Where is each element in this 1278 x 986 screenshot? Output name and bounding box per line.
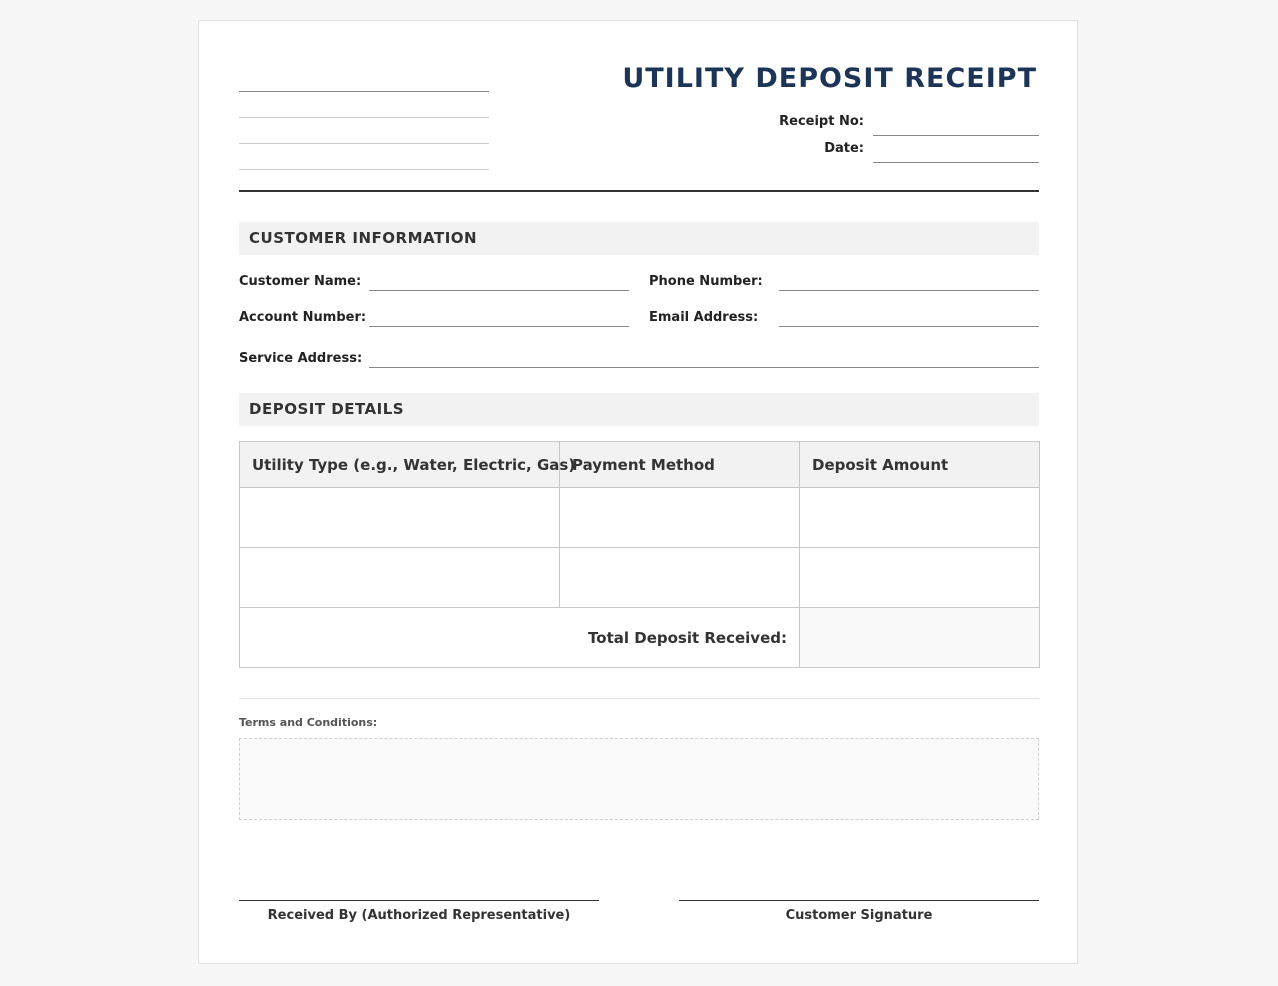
terms-divider bbox=[239, 698, 1039, 699]
customer-info-heading: CUSTOMER INFORMATION bbox=[239, 222, 1039, 255]
total-deposit-label: Total Deposit Received: bbox=[240, 608, 800, 668]
deposit-amount-header: Deposit Amount bbox=[800, 442, 1040, 488]
table-row bbox=[240, 488, 1040, 548]
customer-signature-line[interactable] bbox=[679, 900, 1039, 901]
company-line-1[interactable] bbox=[239, 91, 489, 92]
company-line-4[interactable] bbox=[239, 169, 489, 170]
phone-number-field[interactable] bbox=[779, 290, 1039, 291]
service-address-label: Service Address: bbox=[239, 351, 363, 366]
received-by-label: Received By (Authorized Representative) bbox=[267, 908, 571, 923]
deposit-amount-cell[interactable] bbox=[800, 548, 1040, 608]
total-deposit-field[interactable] bbox=[800, 608, 1040, 668]
table-header-row bbox=[240, 442, 1040, 488]
email-address-label: Email Address: bbox=[649, 310, 759, 325]
company-line-3[interactable] bbox=[239, 143, 489, 144]
deposit-details-heading: DEPOSIT DETAILS bbox=[239, 393, 1039, 426]
received-by-signature-line[interactable] bbox=[239, 900, 599, 901]
header-divider bbox=[239, 190, 1039, 192]
deposit-amount-cell[interactable] bbox=[800, 488, 1040, 548]
service-address-field[interactable] bbox=[369, 367, 1039, 368]
utility-type-header: Utility Type (e.g., Water, Electric, Gas) bbox=[240, 442, 560, 488]
terms-box[interactable] bbox=[239, 738, 1039, 820]
utility-type-cell[interactable] bbox=[240, 548, 560, 608]
date-label: Date: bbox=[824, 141, 864, 156]
total-row bbox=[240, 608, 1040, 668]
date-field[interactable] bbox=[873, 162, 1039, 163]
customer-name-label: Customer Name: bbox=[239, 274, 362, 289]
terms-label: Terms and Conditions: bbox=[239, 716, 378, 729]
company-line-2[interactable] bbox=[239, 117, 489, 118]
email-address-field[interactable] bbox=[779, 326, 1039, 327]
phone-number-label: Phone Number: bbox=[649, 274, 763, 289]
customer-name-field[interactable] bbox=[369, 290, 629, 291]
deposit-table bbox=[239, 441, 1040, 668]
page-title: UTILITY DEPOSIT RECEIPT bbox=[622, 63, 1037, 94]
receipt-page bbox=[198, 20, 1078, 964]
receipt-no-field[interactable] bbox=[873, 135, 1039, 136]
utility-type-cell[interactable] bbox=[240, 488, 560, 548]
payment-method-cell[interactable] bbox=[560, 548, 800, 608]
payment-method-header: Payment Method bbox=[560, 442, 800, 488]
receipt-no-label: Receipt No: bbox=[779, 114, 864, 129]
table-row bbox=[240, 548, 1040, 608]
payment-method-cell[interactable] bbox=[560, 488, 800, 548]
account-number-field[interactable] bbox=[369, 326, 629, 327]
customer-signature-label: Customer Signature bbox=[785, 908, 933, 923]
account-number-label: Account Number: bbox=[239, 310, 367, 325]
